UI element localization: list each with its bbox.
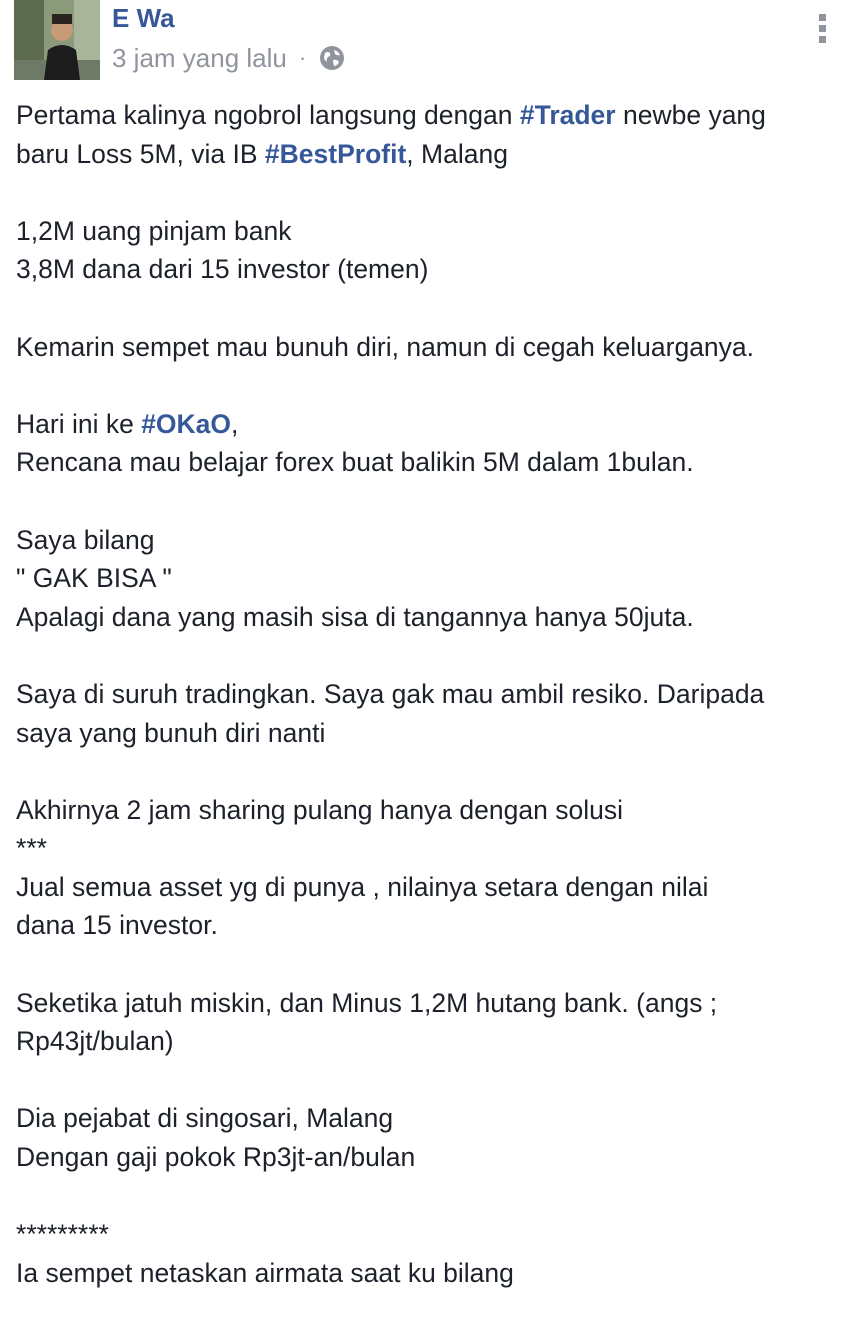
text-line: Dengan gaji pokok Rp3jt-an/bulan (16, 1142, 416, 1173)
text-segment: , Malang (406, 138, 508, 169)
text-line: dana 15 investor. (16, 910, 218, 941)
text-line: Jual semua asset yg di punya , nilainya setara dengan nilai (16, 871, 709, 902)
text-line: Rp43jt/bulan) (16, 1026, 174, 1057)
text-line (16, 96, 836, 135)
text-line: Seketika jatuh miskin, dan Minus 1,2M hutang bank. (angs ; (16, 987, 718, 1018)
author-name[interactable]: E Wa (112, 3, 175, 33)
hashtag-bestprofit[interactable]: #BestProfit (264, 138, 407, 169)
text-segment: baru Loss 5M, via IB (16, 138, 265, 169)
paragraph (16, 328, 836, 367)
text-line: Saya bilang (16, 524, 155, 555)
text-line: saya yang bunuh diri nanti (16, 717, 326, 748)
more-vertical-icon[interactable] (811, 12, 835, 44)
paragraph (16, 96, 836, 173)
paragraph (16, 791, 836, 945)
text-segment: newbe yang (615, 100, 766, 130)
avatar[interactable] (14, 0, 100, 80)
text-line: 3,8M dana dari 15 investor (temen) (16, 254, 429, 285)
avatar-photo (14, 0, 100, 80)
globe-icon (318, 44, 346, 72)
text-line: Dia pejabat di singosari, Malang (16, 1103, 394, 1134)
paragraph (16, 984, 836, 1061)
text-line: Ia sempet netaskan airmata saat ku bilang (16, 1257, 514, 1288)
post-body (16, 96, 836, 1331)
text-line: *** (16, 833, 47, 864)
text-segment: , (231, 408, 239, 439)
text-segment: Pertama kalinya ngobrol langsung dengan (16, 100, 520, 130)
text-line: 1,2M uang pinjam bank (16, 215, 292, 246)
text-line: Apalagi dana yang masih sisa di tangannya hanya 50juta. (16, 601, 694, 632)
hashtag-okao[interactable]: #OKaO (141, 408, 232, 439)
text-segment: Hari ini ke (16, 408, 142, 439)
paragraph (16, 521, 836, 637)
post-timestamp[interactable]: 3 jam yang lalu (112, 42, 287, 73)
text-line: " GAK BISA " (16, 563, 172, 594)
paragraph (16, 675, 836, 752)
text-line (16, 135, 836, 174)
text-line: Saya di suruh tradingkan. Saya gak mau ambil resiko. Daripada (16, 678, 765, 709)
text-line: Rencana mau belajar forex buat balikin 5M dalam 1bulan. (16, 447, 694, 478)
meta-separator: · (298, 45, 307, 70)
post-meta (112, 40, 346, 76)
text-line: Akhirnya 2 jam sharing pulang hanya dengan solusi (16, 794, 623, 825)
text-line: ********* (16, 1219, 109, 1250)
paragraph (16, 1215, 836, 1292)
paragraph (16, 212, 836, 289)
text-line: Kemarin sempet mau bunuh diri, namun di cegah keluarganya. (16, 331, 755, 362)
paragraph (16, 405, 836, 482)
text-line (16, 405, 836, 444)
hashtag-trader[interactable]: #Trader (519, 100, 616, 130)
paragraph (16, 1099, 836, 1176)
post-header (0, 0, 849, 90)
